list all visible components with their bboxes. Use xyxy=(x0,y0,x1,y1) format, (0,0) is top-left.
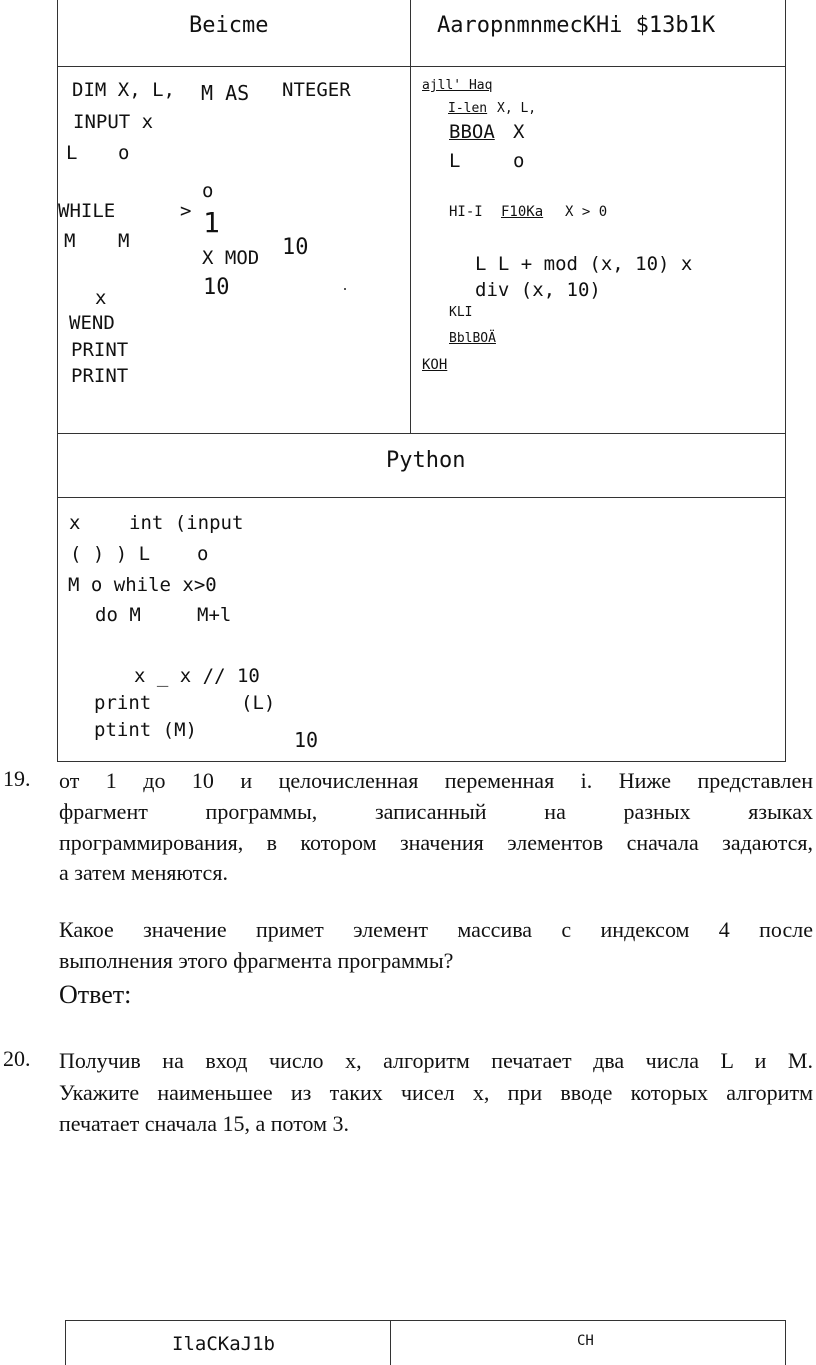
py-line-while: M o while x>0 xyxy=(68,574,217,596)
q19-line-5: Какое значение примет элемент массива с индексом 4 после xyxy=(59,917,813,942)
speck-mark xyxy=(344,288,346,290)
basic-line-l-value: o xyxy=(118,142,130,164)
q19-line-1: от 1 до 10 и целочисленная переменная i. Ниже представлен xyxy=(59,768,813,793)
q19-line-6: выполнения этого фрагмента программы? xyxy=(59,948,454,973)
q20-line-3: печатает сначала 15, а потом 3. xyxy=(59,1111,350,1136)
basic-line-mod: X MOD xyxy=(202,247,260,269)
q19-line-4: а затем меняются. xyxy=(59,860,228,885)
q20-line-1: Получив на вход число x, алгоритм печатает два числа L и M. xyxy=(59,1048,813,1073)
python-header: Python xyxy=(386,448,466,473)
py-line-print-m: ptint (M) xyxy=(94,719,197,741)
question-19-number: 19. xyxy=(3,766,31,791)
py-line-m: do M xyxy=(95,604,141,626)
basic-line-x: x xyxy=(95,287,107,309)
py-line-m-expr: M+l xyxy=(197,604,232,626)
table2-col-left: IlaCKaJ1b xyxy=(172,1333,275,1355)
algo-line-sum: L L + mod (x, 10) x xyxy=(475,253,693,275)
basic-line-dim: DIM X, L, xyxy=(72,79,175,101)
py-line-input: int (input xyxy=(129,512,244,534)
py-line-x: x xyxy=(69,512,81,534)
basic-line-div-value: 10 xyxy=(203,275,230,300)
py-line-print-l: print xyxy=(94,692,152,714)
q19-line-2: фрагмент программы, записанный на разных языках xyxy=(59,799,813,824)
py-line-print-l-arg: (L) xyxy=(241,692,276,714)
py-line-mod-value: 10 xyxy=(294,728,319,752)
q19-line-3: программирования, в котором значения элементов сначала задаются, xyxy=(59,830,813,855)
py-line-div: x _ x // 10 xyxy=(134,665,260,687)
question-20-number: 20. xyxy=(3,1046,31,1071)
algo-line-loop: HI-I xyxy=(449,204,483,220)
algo-line-input-var: X xyxy=(513,121,525,143)
algo-line-output: BblBOÄ xyxy=(449,331,496,346)
basic-line-while-value: 1 xyxy=(203,206,220,239)
basic-line-while: WHILE xyxy=(58,200,116,222)
basic-line-m-init: o xyxy=(202,180,214,202)
algo-line-l-value: o xyxy=(513,150,525,172)
basic-line-print-m: PRINT xyxy=(71,365,129,387)
basic-line-m-expr: M xyxy=(118,230,130,252)
basic-line-m: M xyxy=(64,230,76,252)
answer-label: Ответ: xyxy=(59,980,132,1009)
algorithm-header: AaropnmnmecKHi $13b1K xyxy=(437,13,716,38)
algo-line-declare-vars: X, L, xyxy=(497,101,537,116)
basic-line-wend: WEND xyxy=(69,312,115,334)
algo-line-start: ajll' Haq xyxy=(422,78,493,93)
basic-line-dim-type: M AS xyxy=(201,81,250,105)
basic-line-mod-value: 10 xyxy=(282,235,309,260)
basic-line-dim-integer: NTEGER xyxy=(282,79,351,101)
basic-line-l: L xyxy=(66,142,78,164)
py-line-l-value: o xyxy=(197,543,209,565)
algo-line-end: KOH xyxy=(422,357,448,373)
q20-line-2: Укажите наименьшее из таких чисел x, при вводе которых алгоритм xyxy=(59,1080,813,1105)
basic-header: Beicme xyxy=(189,13,269,38)
basic-line-print-l: PRINT xyxy=(71,339,129,361)
table2-col-right: CH xyxy=(577,1333,594,1349)
algo-line-loop-keyword: F10Ka xyxy=(501,204,544,220)
algo-line-end-loop: KLI xyxy=(449,305,473,320)
algo-line-div: div (x, 10) xyxy=(475,279,601,301)
algo-line-declare: I-len xyxy=(448,101,488,116)
py-line-l: ( ) ) L xyxy=(70,543,151,565)
basic-line-input: INPUT x xyxy=(73,111,154,133)
algo-line-l: L xyxy=(449,150,461,172)
algo-line-loop-cond: X > 0 xyxy=(565,204,608,220)
basic-line-while-op: > xyxy=(180,200,192,222)
algo-line-input: BBOA xyxy=(449,121,495,143)
